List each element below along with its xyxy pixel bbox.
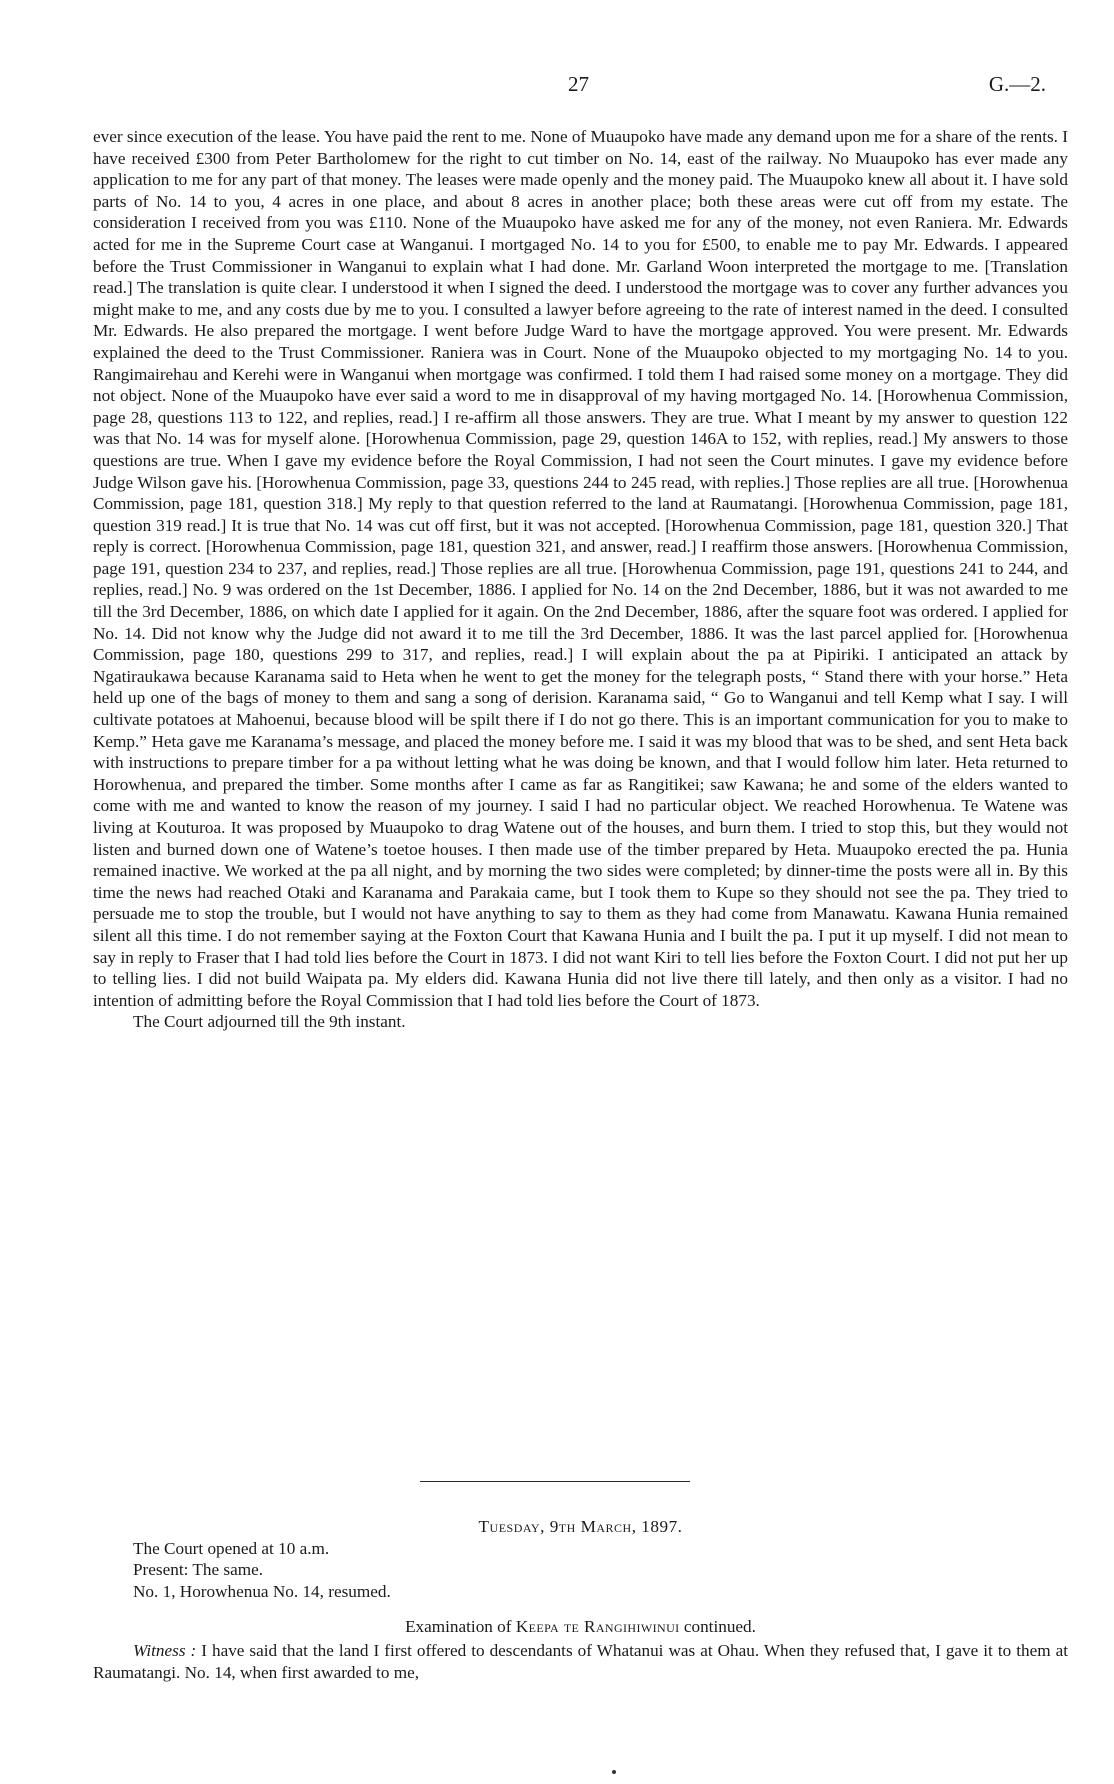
session-section: [93, 1516, 1068, 1683]
section-divider: [420, 1481, 690, 1482]
testimony-body: [93, 126, 1068, 1033]
witness-text: I have said that the land I first offered to descendants of Whatanui was at Ohau. When they refused that, I gave it to them at Raumatangi. No. 14, when first awarded to me,: [93, 1640, 1068, 1682]
session-date-heading: Tuesday, 9th March, 1897.: [478, 1517, 683, 1536]
witness-name: Keepa te Rangihiwinui: [515, 1617, 680, 1637]
examination-tail: continued.: [679, 1617, 756, 1637]
document-reference: G.—2.: [988, 72, 1046, 96]
testimony-paragraph: ever since execution of the lease. You have paid the rent to me. None of Muaupoko have made any demand upon me for a share of the rents. I have received £300 from Peter Bartholomew for the right to cut timber on No. 14, east of the railway. No Muaupoko has ever made any application to me for any part of that money. The leases were made openly and the money paid. The Muaupoko knew all about it. I have sold parts of No. 14 to you, 4 acres in one place, and about 8 acres in another place; both these areas were cut off from my estate. The consideration I received from you was £110. None of the Muaupoko have asked me for any of the money, not even Raniera. Mr. Edwards acted for me in the Supreme Court case at Wanganui. I mortgaged No. 14 to you for £500, to enable me to pay Mr. Edwards. I appeared before the Trust Commissioner in Wanganui to explain what I had done. Mr. Garland Woon interpreted the mortgage to me. [Translation read.] The translation is quite clear. I understood it when I signed the deed. I understood the mortgage was to cover any further advances you might make to me, and any costs due by me to you. I consulted a lawyer before agreeing to the rate of interest named in the deed. I consulted Mr. Edwards. He also prepared the mortgage. I went before Judge Ward to have the mortgage approved. You were present. Mr. Edwards explained the deed to the Trust Commissioner. Raniera was in Court. None of the Muaupoko objected to my mortgaging No. 14 to you. Rangimairehau and Kerehi were in Wanganui when mortgage was confirmed. I told them I had raised some money on a mortgage. They did not object. None of the Muaupoko have ever said a word to me in disapproval of my having mortgaged No. 14. [Horowhenua Commission, page 28, questions 113 to 122, and replies, read.] I re-affirm all those answers. They are true. What I meant by my answer to question 122 was that No. 14 was for myself alone. [Horowhenua Commission, page 29, question 146A to 152, with replies, read.] My answers to those questions are true. When I gave my evidence before the Royal Commission, I had not seen the Court minutes. I gave my evidence before Judge Wilson gave his. [Horowhenua Commission, page 33, questions 244 to 245 read, with replies.] Those replies are all true. [Horowhenua Commission, page 181, question 318.] My reply to that question referred to the land at Raumatangi. [Horowhenua Commission, page 181, question 319 read.] It is true that No. 14 was cut off first, but it was not accepted. [Horowhenua Commission, page 181, question 320.] That reply is correct. [Horowhenua Commission, page 181, question 321, and answer, read.] I reaffirm those answers. [Horowhenua Commission, page 191, question 234 to 237, and replies, read.] Those replies are all true. [Horowhenua Commission, page 191, questions 241 to 244, and replies, read.] No. 9 was ordered on the 1st December, 1886. I applied for No. 14 on the 2nd December, 1886, but it was not awarded to me till the 3rd December, 1886, on which date I applied for it again. On the 2nd December, 1886, after the square foot was ordered. I applied for No. 14. Did not know why the Judge did not award it to me till the 3rd December, 1886. It was the last parcel applied for. [Horowhenua Commission, page 180, questions 299 to 317, and replies, read.] I will explain about the pa at Pipiriki. I anticipated an attack by Ngatiraukawa because Karanama said to Heta when he went to get the money for the telegraph posts, “ Stand there with your horse.” Heta held up one of the bags of money to them and sang a song of derision. Karanama said, “ Go to Wanganui and tell Kemp what I say. I will cultivate potatoes at Mahoenui, because blood will be spilt there if I do not go there. This is an important communication for you to make to Kemp.” Heta gave me Karanama’s message, and placed the money before me. I said it was my blood that was to be shed, and sent Heta back with instructions to prepare timber for a pa without letting what he was doing be known, and that I would follow him later. Heta returned to Horowhenua, and prepared the timber. Some months after I came as far as Rangitikei; saw Kawana; he and some of the elders wanted to come with me and wanted to know the reason of my journey. I said I had no particular object. We reached Horowhenua. Te Watene was living at Kouturoa. It was proposed by Muaupoko to drag Watene out of the houses, and burn them. I tried to stop this, but they would not listen and burned down one of Watene’s toetoe houses. I then made use of the timber prepared by Heta. Muaupoko erected the pa. Hunia remained inactive. We worked at the pa all night, and by morning the two sides were completed; by dinner-time the posts were all in. By this time the news had reached Otaki and Karanama and Parakaia came, but I took them to Kupe so they should not see the pa. They tried to persuade me to stop the trouble, but I would not have anything to say to them as they had come from Manawatu. Kawana Hunia remained silent all this time. I do not remember saying at the Foxton Court that Kawana Hunia and I built the pa. I put it up myself. I did not mean to say in reply to Fraser that I had told lies before the Court in 1873. I did not want Kiri to tell lies before the Foxton Court. I did not put her up to telling lies. I did not build Waipata pa. My elders did. Kawana Hunia did not live there till lately, and then only as a visitor. I had no intention of admitting before the Royal Commission that I had told lies before the Court of 1873.: [93, 127, 1068, 1010]
witness-label: Witness :: [133, 1640, 197, 1660]
page-number: 27: [568, 72, 589, 96]
adjournment-note: The Court adjourned till the 9th instant.: [133, 1012, 406, 1032]
examination-heading: [93, 1616, 1068, 1638]
court-opened-line: The Court opened at 10 a.m.: [133, 1538, 330, 1558]
case-line: No. 1, Horowhenua No. 14, resumed.: [133, 1581, 391, 1601]
examination-lead: Examination of: [405, 1617, 512, 1637]
page-header: [0, 72, 1114, 102]
present-line: Present: The same.: [133, 1560, 263, 1580]
witness-statement: [93, 1640, 1068, 1683]
page-mark-dot: [612, 1770, 616, 1774]
